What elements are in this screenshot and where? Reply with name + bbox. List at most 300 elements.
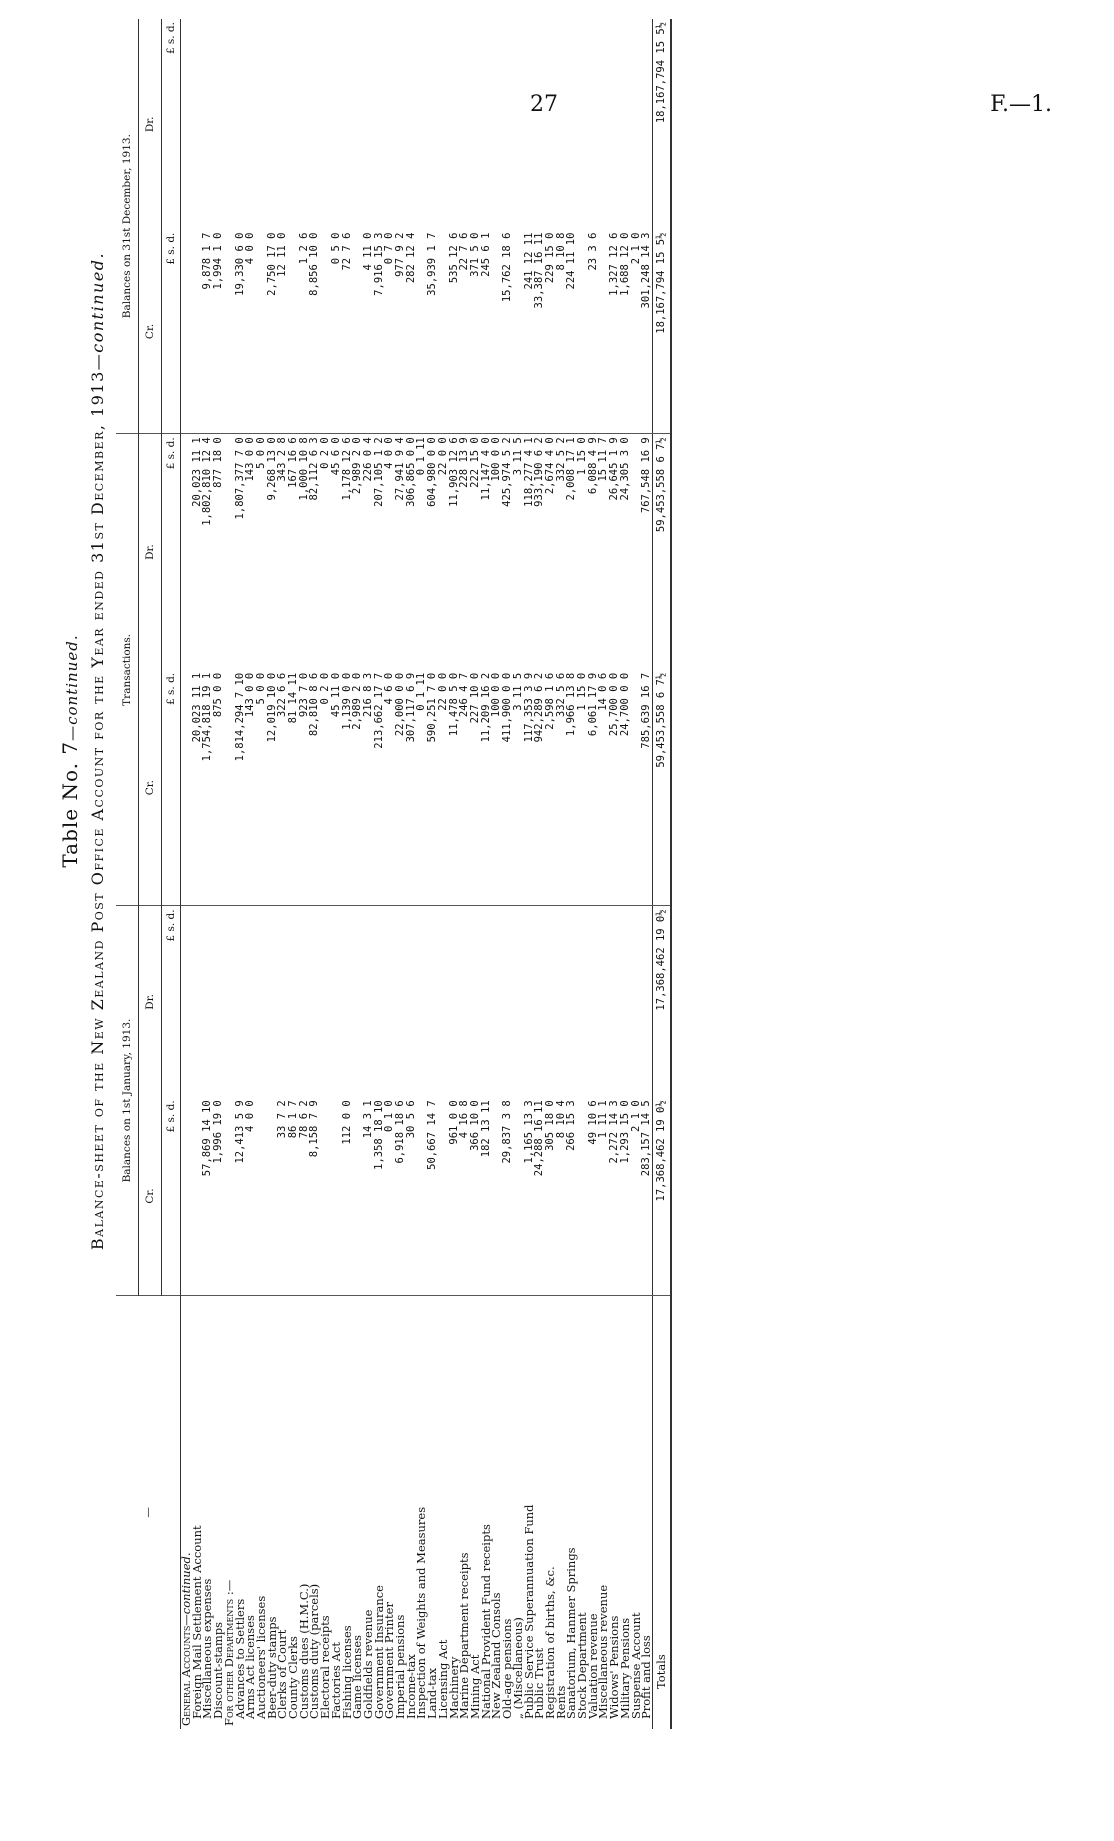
transactions-cr-value: 25,700 0 0 (609, 670, 620, 906)
closing-dr-value (620, 19, 631, 230)
table-row (342, 19, 353, 1729)
closing-dr-value (320, 19, 331, 230)
transactions-dr-value: 2,674 4 0 (543, 437, 556, 495)
table-row (449, 19, 460, 1729)
header-units: £ s. d. (162, 19, 181, 230)
opening-cr-value (331, 1097, 342, 1295)
account-label: Advances to Settlers (232, 1598, 247, 1719)
account-label: Widows' Pensions (607, 1615, 622, 1719)
opening-cr-value: 4 0 0 (245, 1097, 256, 1295)
opening-cr-value: 2,272 14 3 (609, 1097, 620, 1295)
transactions-cr-value: 4 6 0 (384, 670, 395, 906)
opening-cr-value: 49 10 6 (588, 1097, 599, 1295)
transactions-cr-value: 81 14 11 (288, 670, 299, 906)
account-label: General Accounts (179, 1625, 193, 1726)
transactions-dr-value: 228 13 9 (458, 437, 471, 488)
table-row (545, 19, 556, 1729)
opening-cr-value: 1,996 19 0 (213, 1097, 224, 1295)
table-row (277, 19, 288, 1729)
transactions-cr-value: 143 0 0 (245, 670, 256, 906)
opening-dr-value (620, 906, 631, 1097)
closing-cr-value: 0 7 0 (384, 230, 395, 434)
opening-cr-value: 2 1 0 (631, 1097, 642, 1295)
closing-dr-value (438, 19, 449, 230)
opening-cr-value (224, 1097, 235, 1295)
closing-cr-value: 977 9 2 (395, 230, 406, 434)
closing-dr-value (481, 19, 492, 230)
table-row (566, 19, 577, 1729)
transactions-dr-value: 226 0 4 (361, 437, 374, 482)
opening-dr-value (513, 906, 524, 1097)
total-transactions-dr: 59,453,558 6 7½ (652, 434, 670, 670)
closing-dr-value (309, 19, 320, 230)
transactions-dr-value: 22 0 0 (436, 437, 449, 476)
table-row (245, 19, 256, 1729)
closing-cr-value: 22 7 6 (459, 230, 470, 434)
transactions-dr-value: 222 15 0 (468, 437, 481, 488)
opening-cr-value: 8 10 4 (556, 1097, 567, 1295)
total-closing-dr: 18,167,794 15 5½ (652, 19, 670, 230)
transactions-cr-value: 12,019 10 0 (267, 670, 278, 906)
opening-cr-value (181, 1097, 192, 1295)
closing-cr-value (181, 230, 192, 434)
transactions-cr-value: 590,251 7 0 (427, 670, 438, 906)
account-label: Auctioneers' licenses (253, 1595, 268, 1719)
table-row (513, 19, 524, 1729)
table-row (620, 19, 631, 1729)
continued-note: —continued. (179, 1552, 193, 1626)
transactions-cr-value: 6,061 17 9 (588, 670, 599, 906)
transactions-cr-value: 875 0 0 (213, 670, 224, 906)
closing-cr-value: 1 2 6 (299, 230, 310, 434)
transactions-cr-value: 216 8 3 (363, 670, 374, 906)
opening-cr-value: 1 11 1 (598, 1097, 609, 1295)
opening-cr-value (513, 1097, 524, 1295)
closing-cr-value: 229 15 0 (545, 230, 556, 434)
opening-dr-value (256, 906, 267, 1097)
account-label: Goldfields revenue (360, 1609, 375, 1719)
header-units: £ s. d. (162, 670, 181, 906)
opening-cr-value: 29,837 3 8 (502, 1097, 513, 1295)
table-row (320, 19, 331, 1729)
table-row (588, 19, 599, 1729)
account-label: Imperial pensions (393, 1614, 408, 1719)
transactions-dr-value: 15 11 7 (597, 437, 610, 482)
account-label: Fishing licenses (339, 1625, 354, 1719)
table-row (235, 19, 246, 1729)
account-label: Customs dues (H.M.C.) (296, 1583, 311, 1719)
transactions-dr-value: 45 6 0 (329, 437, 342, 476)
closing-cr-value: 7,916 15 3 (374, 230, 385, 434)
balance-sheet-table (116, 19, 672, 1729)
closing-cr-value: 224 11 10 (566, 230, 577, 434)
table-row (352, 19, 363, 1729)
transactions-cr-value: 14 0 6 (598, 670, 609, 906)
transactions-cr-value: 246 4 7 (459, 670, 470, 906)
account-label: Miscellaneous revenue (596, 1584, 611, 1719)
account-name (416, 1295, 427, 1729)
account-label: Public Service Superannuation Fund (521, 1504, 536, 1719)
transactions-cr-value: 332 5 6 (556, 670, 567, 906)
opening-cr-value: 1,165 13 3 (524, 1097, 535, 1295)
transactions-cr-value: 3 11 5 (513, 670, 524, 906)
account-label: Clerks of Court (275, 1629, 290, 1719)
transactions-cr-value: 22,000 0 0 (395, 670, 406, 906)
transactions-dr-value: 4 0 0 (383, 437, 396, 469)
closing-cr-value: 1,688 12 0 (620, 230, 631, 434)
table-row (406, 19, 417, 1729)
transactions-dr-value: 118,277 4 1 (522, 437, 535, 507)
table-row (213, 19, 224, 1729)
transactions-cr-value: 5 0 0 (256, 670, 267, 906)
table-row (577, 19, 588, 1729)
header-units: £ s. d. (162, 1097, 181, 1295)
opening-cr-value: 14 3 1 (363, 1097, 374, 1295)
table-number: Table No. 7 (58, 740, 82, 868)
closing-dr-value (513, 19, 524, 230)
opening-dr-value (631, 906, 642, 1097)
closing-dr-value (416, 19, 427, 230)
opening-cr-value: 366 10 0 (470, 1097, 481, 1295)
account-label: Income-tax (403, 1654, 418, 1719)
transactions-dr-value: 343 2 8 (276, 437, 289, 482)
transactions-cr-value: 307,117 6 9 (406, 670, 417, 906)
transactions-dr-value: 11,903 12 6 (447, 437, 460, 507)
closing-cr-value: 9,878 1 7 (202, 230, 213, 434)
account-label: Military Pensions (617, 1617, 632, 1719)
opening-cr-value: 78 6 2 (299, 1097, 310, 1295)
account-label: Beer-duty stamps (264, 1616, 279, 1719)
opening-cr-value: 283,157 14 5 (641, 1097, 652, 1295)
closing-cr-value: 4 0 0 (245, 230, 256, 434)
table-row (331, 19, 342, 1729)
closing-dr-value (470, 19, 481, 230)
closing-dr-value (534, 19, 545, 230)
header-units: £ s. d. (162, 434, 181, 670)
opening-dr-value (267, 906, 278, 1097)
opening-dr-value (342, 906, 353, 1097)
account-label: Suspense Account (628, 1612, 643, 1719)
closing-dr-value (395, 19, 406, 230)
transactions-cr-value: 2,598 1 6 (545, 670, 556, 906)
transactions-cr-value (224, 670, 235, 906)
header-dr: Dr. (139, 906, 162, 1097)
closing-dr-value (363, 19, 374, 230)
closing-cr-value: 282 12 4 (406, 230, 417, 434)
account-label: Stock Department (575, 1612, 590, 1719)
opening-dr-value (406, 906, 417, 1097)
transactions-dr-value: 933,190 6 2 (533, 437, 546, 507)
closing-dr-value (288, 19, 299, 230)
closing-dr-value (545, 19, 556, 230)
closing-cr-value: 35,939 1 7 (427, 230, 438, 434)
opening-dr-value (181, 906, 192, 1097)
header-dr: Dr. (139, 19, 162, 230)
account-label: Game licenses (350, 1634, 365, 1719)
account-label: County Clerks (286, 1636, 301, 1719)
closing-cr-value: 301,248 14 3 (641, 230, 652, 434)
opening-dr-value (288, 906, 299, 1097)
account-name (641, 1295, 652, 1729)
transactions-dr-value: 3 11 5 (511, 437, 524, 476)
opening-cr-value: 266 15 3 (566, 1097, 577, 1295)
account-label: New Zealand Consols (489, 1592, 504, 1719)
table-row (641, 19, 652, 1729)
closing-dr-value (588, 19, 599, 230)
transactions-dr-value (224, 434, 235, 670)
opening-dr-value (438, 906, 449, 1097)
opening-cr-value: 1,358 18 10 (374, 1097, 385, 1295)
opening-dr-value (374, 906, 385, 1097)
header-closing-balances: Balances on 31st December, 1913. (116, 19, 139, 434)
closing-cr-value: 241 12 11 (524, 230, 535, 434)
account-label: For other Departments :— (221, 1579, 236, 1726)
transactions-dr-value: 26,645 1 9 (608, 437, 621, 501)
account-label: Valuation revenue (585, 1613, 600, 1719)
opening-dr-value (213, 906, 224, 1097)
header-dr: Dr. (139, 434, 162, 670)
transactions-cr-value: 22 0 0 (438, 670, 449, 906)
closing-dr-value (577, 19, 588, 230)
opening-dr-value (598, 906, 609, 1097)
account-label: Old-age pensions (500, 1618, 515, 1719)
totals-row (652, 19, 670, 1729)
account-label: Discount-stamps (211, 1621, 226, 1719)
table-row (288, 19, 299, 1729)
transactions-cr-value: 11,478 5 0 (449, 670, 460, 906)
closing-dr-value (224, 19, 235, 230)
opening-cr-value: 961 0 0 (449, 1097, 460, 1295)
transactions-cr-value: 213,662 17 7 (374, 670, 385, 906)
table-caption (58, 301, 82, 1201)
opening-dr-value (470, 906, 481, 1097)
account-label: Electoral receipts (318, 1615, 333, 1719)
opening-cr-value: 305 18 0 (545, 1097, 556, 1295)
account-label: Miscellaneous expenses (200, 1578, 215, 1719)
account-label: Foreign Mail Settlement Account (189, 1525, 204, 1719)
closing-dr-value (406, 19, 417, 230)
header-cr: Cr. (139, 1097, 162, 1295)
transactions-cr-value: 45 11 0 (331, 670, 342, 906)
opening-dr-value (556, 906, 567, 1097)
account-label: Sanatorium, Hanmer Springs (564, 1547, 579, 1719)
closing-dr-value (598, 19, 609, 230)
opening-dr-value (235, 906, 246, 1097)
transactions-dr-value: 100 0 0 (490, 437, 503, 482)
transactions-dr-value: 207,105 1 2 (372, 437, 385, 507)
account-label: Inspection of Weights and Measures (414, 1506, 429, 1719)
opening-cr-value: 12,413 5 9 (235, 1097, 246, 1295)
opening-dr-value (588, 906, 599, 1097)
closing-dr-value (352, 19, 363, 230)
account-label: Machinery (446, 1656, 461, 1719)
account-label: National Provident Fund receipts (478, 1524, 493, 1719)
account-label: Land-tax (425, 1667, 440, 1719)
transactions-cr-value: 411,900 0 0 (502, 670, 513, 906)
table-body (181, 19, 653, 1729)
transactions-dr-value: 6,088 4 9 (586, 437, 599, 495)
transactions-cr-value: 1 15 0 (577, 670, 588, 906)
opening-dr-value (427, 906, 438, 1097)
closing-cr-value: 33,387 16 11 (534, 230, 545, 434)
opening-cr-value: 6,918 18 6 (395, 1097, 406, 1295)
closing-dr-value (267, 19, 278, 230)
closing-cr-value: 8 10 8 (556, 230, 567, 434)
closing-cr-value: 1,994 1 0 (213, 230, 224, 434)
closing-dr-value (213, 19, 224, 230)
closing-cr-value: 0 5 0 (331, 230, 342, 434)
closing-dr-value (502, 19, 513, 230)
opening-dr-value (299, 906, 310, 1097)
closing-cr-value: 2 1 0 (631, 230, 642, 434)
table-row (481, 19, 492, 1729)
transactions-dr-value: 1,178 12 6 (340, 437, 353, 501)
account-label: Marine Department receipts (457, 1552, 472, 1719)
section-header-row (181, 19, 192, 1729)
page-number: 27 (530, 92, 558, 117)
closing-cr-value: 8,856 10 0 (309, 230, 320, 434)
header-cr: Cr. (139, 230, 162, 434)
closing-dr-value (245, 19, 256, 230)
closing-dr-value (427, 19, 438, 230)
opening-dr-value (502, 906, 513, 1097)
transactions-cr-value: 923 7 0 (299, 670, 310, 906)
closing-dr-value (235, 19, 246, 230)
closing-dr-value (181, 19, 192, 230)
transactions-dr-value: 5 0 0 (254, 437, 267, 469)
account-label: Arms Act licenses (243, 1615, 258, 1719)
closing-cr-value (513, 230, 524, 434)
opening-dr-value (331, 906, 342, 1097)
transactions-cr-value: 20,023 11 1 (192, 670, 203, 906)
opening-cr-value: 33 7 2 (277, 1097, 288, 1295)
opening-cr-value: 182 13 11 (481, 1097, 492, 1295)
transactions-cr-value: 0 2 0 (320, 670, 331, 906)
section-header-row (224, 19, 235, 1729)
header-opening-balances: Balances on 1st January, 1913. (116, 906, 139, 1295)
closing-cr-value: 245 6 1 (481, 230, 492, 434)
opening-dr-value (363, 906, 374, 1097)
closing-dr-value (556, 19, 567, 230)
closing-cr-value (224, 230, 235, 434)
transactions-dr-value: 1 15 0 (576, 437, 589, 476)
transactions-cr-value: 785,639 16 7 (641, 670, 652, 906)
table-continued: —continued. (63, 634, 81, 741)
transactions-cr-value: 0 1 11 (416, 670, 427, 906)
transactions-dr-value: 9,268 13 0 (265, 437, 278, 501)
account-label: Government Printer (382, 1602, 397, 1719)
closing-cr-value: 4 11 0 (363, 230, 374, 434)
transactions-dr-value: 2,008 17 1 (565, 437, 578, 501)
opening-dr-value (491, 906, 502, 1097)
closing-dr-value (609, 19, 620, 230)
closing-dr-value (192, 19, 203, 230)
closing-dr-value (299, 19, 310, 230)
opening-cr-value (438, 1097, 449, 1295)
closing-cr-value: 12 11 0 (277, 230, 288, 434)
account-name (542, 1295, 557, 1729)
account-label: Customs duty (parcels) (307, 1583, 322, 1719)
opening-dr-value (566, 906, 577, 1097)
transactions-cr-value: 2,989 2 0 (352, 670, 363, 906)
closing-dr-value (202, 19, 213, 230)
transactions-dr-value: 27,941 9 4 (394, 437, 407, 501)
transactions-cr-value: 1,139 0 0 (342, 670, 353, 906)
transactions-dr-value: 767,548 16 9 (640, 437, 653, 514)
closing-cr-value: 1,327 12 6 (609, 230, 620, 434)
opening-cr-value (320, 1097, 331, 1295)
opening-dr-value (459, 906, 470, 1097)
transactions-dr-value: 425,974 5 2 (501, 437, 514, 507)
table-row (374, 19, 385, 1729)
account-label: Mining Act (467, 1654, 482, 1719)
account-label: Registration of births, &c. (542, 1566, 557, 1719)
transactions-dr-value: 604,980 0 0 (426, 437, 439, 507)
closing-dr-value (277, 19, 288, 230)
opening-dr-value (449, 906, 460, 1097)
transactions-dr-value: 0 2 0 (319, 437, 332, 469)
opening-dr-value (277, 906, 288, 1097)
closing-dr-value (256, 19, 267, 230)
opening-cr-value (256, 1097, 267, 1295)
title-continued: —continued. (88, 251, 107, 371)
opening-dr-value (352, 906, 363, 1097)
transactions-dr-value: 1,000 10 8 (297, 437, 310, 501)
opening-cr-value: 1,293 15 0 (620, 1097, 631, 1295)
transactions-cr-value: 1,966 13 8 (566, 670, 577, 906)
opening-dr-value (245, 906, 256, 1097)
opening-cr-value: 4 16 8 (459, 1097, 470, 1295)
transactions-cr-value: 1,814,294 7 10 (235, 670, 246, 906)
transactions-dr-value: 0 1 11 (415, 437, 428, 476)
transactions-dr-value: 11,147 4 0 (479, 437, 492, 501)
total-opening-dr: 17,368,462 19 0½ (652, 906, 670, 1097)
opening-cr-value: 8,158 7 9 (309, 1097, 320, 1295)
account-label: Government Insurance (371, 1585, 386, 1719)
closing-cr-value: 23 3 6 (588, 230, 599, 434)
opening-dr-value (309, 906, 320, 1097)
title-main: Balance-sheet of the New Zealand Post Office Account for the Year ended 31st December, 1913 (88, 370, 107, 1251)
table-row (502, 19, 513, 1729)
header-cr: Cr. (139, 670, 162, 906)
transactions-dr-value: 82,112 6 3 (308, 437, 321, 501)
transactions-dr-value: 332 5 2 (554, 437, 567, 482)
opening-dr-value (202, 906, 213, 1097)
closing-dr-value (384, 19, 395, 230)
header-account-column: — (116, 1295, 181, 1729)
closing-dr-value (331, 19, 342, 230)
header-units: £ s. d. (162, 906, 181, 1097)
header-transactions: Transactions. (116, 434, 139, 906)
account-label: „ (Miscellaneous) (510, 1617, 525, 1719)
document-reference: F.—1. (990, 92, 1052, 117)
closing-dr-value (374, 19, 385, 230)
closing-dr-value (524, 19, 535, 230)
opening-cr-value: 24,288 16 11 (534, 1097, 545, 1295)
closing-dr-value (459, 19, 470, 230)
transactions-dr-value: 143 0 0 (244, 437, 257, 482)
table-row (427, 19, 438, 1729)
transactions-cr-value: 117,353 3 9 (524, 670, 535, 906)
closing-cr-value: 2,750 17 0 (267, 230, 278, 434)
transactions-cr-value: 100 0 0 (491, 670, 502, 906)
opening-dr-value (641, 906, 652, 1097)
closing-cr-value: 19,330 6 0 (235, 230, 246, 434)
total-transactions-cr: 59,453,558 6 7½ (652, 670, 670, 906)
account-label: Profit and loss (639, 1635, 654, 1719)
opening-dr-value (384, 906, 395, 1097)
opening-cr-value: 50,667 14 7 (427, 1097, 438, 1295)
